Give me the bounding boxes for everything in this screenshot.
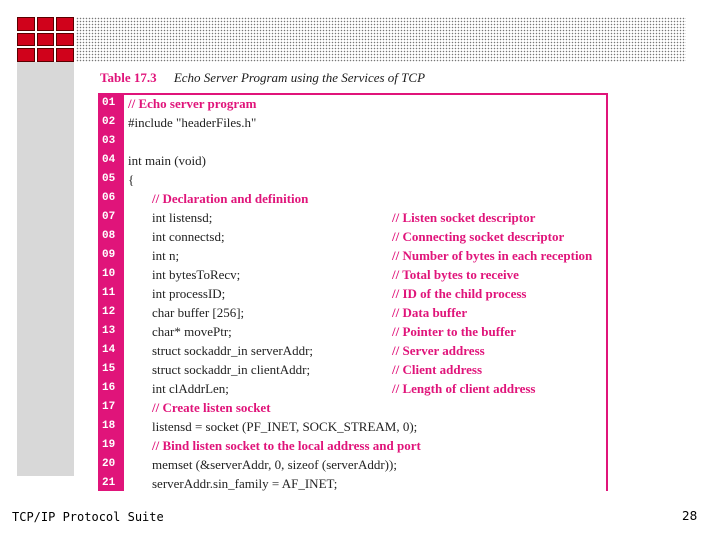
code-line [100,247,606,266]
code-listing [98,93,608,491]
code-text: int processID; [152,286,226,301]
line-number: 08 [102,230,116,242]
code-text: memset (&serverAddr, 0, sizeof (serverAddr)); [152,457,397,472]
table-number: Table 17.3 [100,70,157,85]
inline-comment: // Client address [392,362,483,377]
code-line [100,228,606,247]
header-pattern [76,17,686,62]
code-text: int main (void) [128,153,206,168]
code-text: int listensd; [152,210,213,225]
line-number: 19 [102,439,116,451]
line-number: 04 [102,154,116,166]
logo-cell [37,48,55,62]
logo-cell [17,48,35,62]
table-caption [100,70,425,86]
table-title: Echo Server Program using the Services of TCP [173,70,426,85]
code-line [100,209,606,228]
line-number: 05 [102,173,116,185]
line-number: 10 [102,268,116,280]
code-line [100,285,606,304]
code-text: struct sockaddr_in serverAddr; [152,343,314,358]
line-number: 17 [102,401,116,413]
code-text: char* movePtr; [152,324,232,339]
code-text: // Declaration and definition [152,191,309,206]
code-line [100,475,606,491]
code-text: listensd = socket (PF_INET, SOCK_STREAM, 0); [152,419,418,434]
code-line [100,418,606,437]
code-line [100,380,606,399]
inline-comment: // ID of the child process [392,286,527,301]
logo-cell [17,17,35,31]
code-text: // Create listen socket [152,400,271,415]
code-line [100,399,606,418]
line-number: 14 [102,344,116,356]
line-number: 21 [102,477,116,489]
logo-cell [56,17,74,31]
line-number: 01 [102,97,116,109]
page-number: 28 [682,509,698,523]
line-number: 20 [102,458,116,470]
code-line [100,456,606,475]
code-line [100,361,606,380]
line-number: 16 [102,382,116,394]
code-text: int bytesToRecv; [152,267,241,282]
inline-comment: // Data buffer [392,305,468,320]
code-line [100,171,606,190]
code-text: serverAddr.sin_family = AF_INET; [152,476,338,491]
left-sidebar-bar [17,62,74,476]
code-text: { [128,172,135,187]
logo [17,17,74,62]
line-number: 18 [102,420,116,432]
code-line [100,114,606,133]
line-number: 15 [102,363,116,375]
inline-comment: // Total bytes to receive [392,267,519,282]
code-text: char buffer [256]; [152,305,245,320]
line-number: 13 [102,325,116,337]
inline-comment: // Connecting socket descriptor [392,229,565,244]
code-text: int clAddrLen; [152,381,229,396]
inline-comment: // Pointer to the buffer [392,324,516,339]
inline-comment: // Length of client address [392,381,536,396]
code-line [100,152,606,171]
code-text: // Echo server program [128,96,257,111]
code-text: int connectsd; [152,229,225,244]
code-line [100,304,606,323]
line-number: 03 [102,135,116,147]
logo-cell [37,33,55,47]
line-number: 02 [102,116,116,128]
code-line [100,437,606,456]
code-line [100,266,606,285]
inline-comment: // Listen socket descriptor [392,210,536,225]
code-line [100,133,606,152]
logo-cell [37,17,55,31]
line-number: 11 [102,287,116,299]
code-line [100,342,606,361]
footer-title: TCP/IP Protocol Suite [12,510,164,524]
code-line [100,95,606,114]
code-line [100,323,606,342]
code-text: // Bind listen socket to the local address and port [152,438,421,453]
code-text: int n; [152,248,180,263]
line-number: 12 [102,306,116,318]
logo-cell [56,33,74,47]
line-number: 09 [102,249,116,261]
code-text: #include "headerFiles.h" [128,115,257,130]
logo-cell [56,48,74,62]
inline-comment: // Number of bytes in each reception [392,248,593,263]
line-number: 07 [102,211,116,223]
inline-comment: // Server address [392,343,485,358]
logo-cell [17,33,35,47]
code-text: struct sockaddr_in clientAddr; [152,362,311,377]
code-line [100,190,606,209]
line-number: 06 [102,192,116,204]
